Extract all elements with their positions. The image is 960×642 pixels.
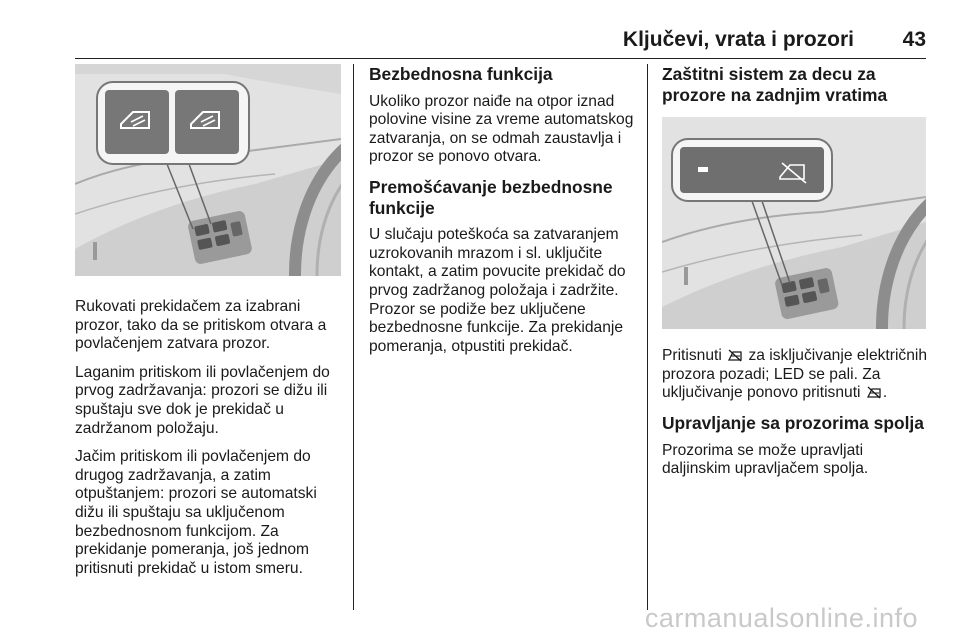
left-paragraph-1: Rukovati prekidačem za izabrani prozor, tako da se pritiskom otvara a povlačenjem zatvara prozor. xyxy=(75,298,327,353)
remote-windows-paragraph: Prozorima se može upravljati daljinskim upravljačem spolja. xyxy=(662,441,869,478)
watermark: carmanualsonline.info xyxy=(644,603,918,633)
child-lock-text-2: za isključivanje električnih prozora pozadi; LED se pali. Za uključivanje ponovo pritisnuti xyxy=(662,347,928,402)
safety-function-paragraph: Ukoliko prozor naiđe na otpor iznad polovine visine za vreme automatskog zatvaranja, on se odmah zaustavlja i prozor se ponovo otvara. xyxy=(369,92,634,166)
child-lock-figure xyxy=(662,117,926,329)
heading-remote-windows: Upravljanje sa prozorima spolja xyxy=(662,412,924,433)
window-lock-icon xyxy=(728,349,742,362)
left-column xyxy=(75,64,341,588)
child-lock-paragraph xyxy=(662,347,930,403)
left-paragraph-3: Jačim pritiskom ili povlačenjem do drugog zadržavanja, a zatim otpuštanjem: prozori se automatski dižu ili spuštaju sa uključenom bezbednosnom funkcijom. Za prekidanje pomeranja, još jednom pritisnuti prekidač u istom smeru. xyxy=(75,448,317,577)
column-divider-1 xyxy=(353,64,354,610)
heading-safety-function: Bezbednosna funkcija xyxy=(369,64,553,84)
header-title: Ključevi, vrata i prozori xyxy=(622,28,854,51)
page-header xyxy=(75,28,926,54)
middle-column xyxy=(369,64,637,366)
header-rule xyxy=(75,58,926,59)
child-lock-text-1: Pritisnuti xyxy=(662,347,722,365)
override-safety-paragraph: U slučaju poteškoća sa zatvaranjem uzrokovanih mrazom i sl. uključite kontakt, a zatim povucite prekidač do prvog zadržanog položaja i zadržite. Prozor se podiže bez uključene bezbednosne funkcije. Za prekidanje pomeranja, otpustiti prekidač. xyxy=(369,226,626,355)
child-lock-text-3: . xyxy=(882,384,888,402)
heading-override-safety: Premošćavanje bezbednosne funkcije xyxy=(369,176,613,218)
heading-child-lock: Zaštitni sistem za decu za prozore na zadnjim vratima xyxy=(662,64,888,105)
page-number: 43 xyxy=(902,28,926,51)
column-divider-2 xyxy=(647,64,648,610)
window-lock-icon xyxy=(867,386,881,399)
left-paragraph-2: Laganim pritiskom ili povlačenjem do prvog zadržavanja: prozori se dižu ili spuštaju sve dok je prekidač u zadržanom položaju. xyxy=(75,363,330,437)
window-switch-figure xyxy=(75,64,341,276)
right-column xyxy=(662,64,930,489)
